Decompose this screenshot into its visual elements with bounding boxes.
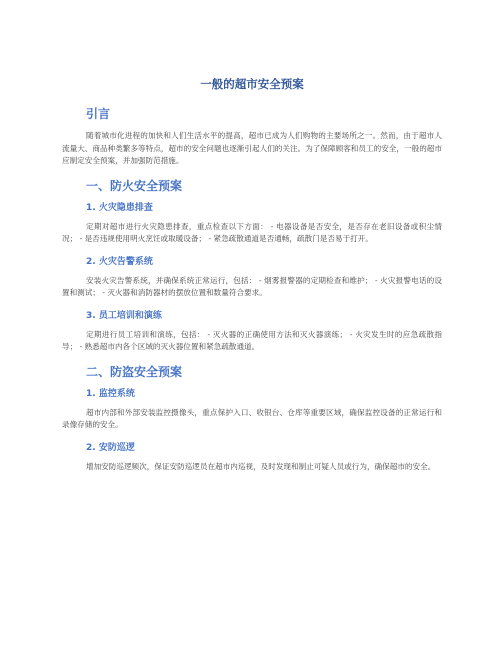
intro-paragraph: 随着城市化进程的加快和人们生活水平的提高，超市已成为人们购物的主要场所之一。然而，由于超市人流量大、商品种类繁多等特点，超市的安全问题也逐渐引起人们的关注。为了保障顾客和员工的安全，一般的超市应制定安全预案，并加强防范措施。 (62, 131, 442, 165)
subsection-fire-hazard-text: 定期对超市进行火灾隐患排查，重点检查以下方面： - 电器设备是否安全，是否存在老旧设备或积尘情况； - 是否违规使用明火烹饪或取暖设备； - 紧急疏散通道是否通畅，疏散门是否易于打开。 (62, 221, 442, 243)
subsection-patrol-heading: 2. 安防巡逻 (86, 442, 135, 453)
subsection-fire-hazard-heading: 1. 火灾隐患排查 (86, 202, 153, 213)
intro-heading: 引言 (86, 107, 111, 121)
section-fire-heading: 一、防火安全预案 (86, 178, 183, 193)
subsection-monitoring-heading: 1. 监控系统 (86, 388, 135, 399)
subsection-patrol-text: 增加安防巡逻频次，保证安防巡逻员在超市内巡视，及时发现和制止可疑人员或行为，确保超市的安全。 (86, 461, 436, 471)
subsection-staff-training-heading: 3. 员工培训和演练 (86, 310, 162, 321)
subsection-fire-alarm-text: 安装火灾告警系统，并确保系统正常运行，包括： - 烟雾报警器的定期检查和维护； - 火灾报警电话的设置和测试； - 灭火器和消防器材的摆放位置和数量符合要求。 (62, 275, 442, 297)
subsection-staff-training-text: 定期进行员工培训和演练，包括： - 灭火器的正确使用方法和灭火器演练； - 火灾发生时的应急疏散指导； - 熟悉超市内各个区域的灭火器位置和紧急疏散通道。 (62, 329, 442, 351)
subsection-fire-alarm-heading: 2. 火灾告警系统 (86, 256, 153, 267)
document-title: 一般的超市安全预案 (200, 77, 304, 91)
section-theft-heading: 二、防盗安全预案 (86, 364, 183, 379)
subsection-monitoring-text: 超市内部和外部安装监控摄像头，重点保护入口、收银台、仓库等重要区域，确保监控设备的正常运行和录像存储的安全。 (62, 407, 442, 429)
document-page (62, 76, 442, 483)
